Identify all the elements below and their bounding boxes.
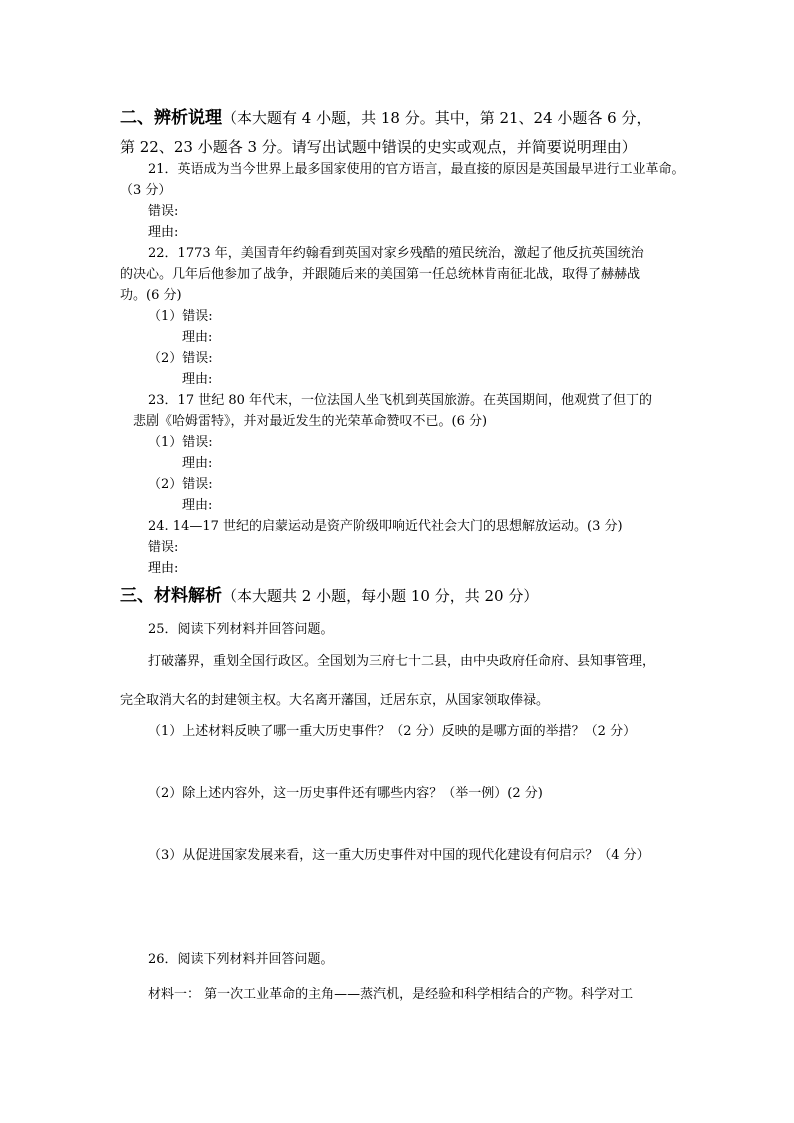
q23-error2: （2）错误: xyxy=(148,477,213,492)
q25-sub1: （1）上述材料反映了哪一重大历史事件？（2 分）反映的是哪方面的举措？（2 分） xyxy=(148,724,637,739)
q22-text-line1: 22．1773 年，美国青年约翰看到英国对家乡残酷的殖民统治，激起了他反抗英国统治 xyxy=(148,246,644,261)
q23-error1: （1）错误: xyxy=(148,435,213,450)
section2-title-line xyxy=(120,108,652,128)
q25-sub3: （3）从促进国家发展来看，这一重大历史事件对中国的现代化建设有何启示？（4 分） xyxy=(148,848,650,863)
q21-reason-label: 理由: xyxy=(148,225,179,240)
section3-heading: 三、材料解析 xyxy=(120,586,222,606)
q23-text-line2: 悲剧《哈姆雷特》，并对最近发生的光荣革命赞叹不已。(6 分) xyxy=(133,414,488,429)
q24-reason-label: 理由: xyxy=(148,561,179,576)
q26-material-line1: 材料一： 第一次工业革命的主角——蒸汽机，是经验和科学相结合的产物。科学对工 xyxy=(148,987,634,1002)
q22-text-line3: 功。(6 分) xyxy=(120,288,182,303)
q22-reason2: 理由: xyxy=(182,372,213,387)
section3-title-line xyxy=(120,586,538,606)
q24-error-label: 错误: xyxy=(148,540,179,555)
section2-note-line2: 第 22、23 小题各 3 分。请写出试题中错误的史实或观点，并简要说明理由） xyxy=(120,138,637,156)
q23-reason2: 理由: xyxy=(182,498,213,513)
q25-intro: 25．阅读下列材料并回答问题。 xyxy=(148,622,334,637)
q22-text-line2: 的决心。几年后他参加了战争，并跟随后来的美国第一任总统林肯南征北战，取得了赫赫战 xyxy=(120,267,641,282)
section2-note-line1: （本大题有 4 小题，共 18 分。其中，第 21、24 小题各 6 分， xyxy=(222,109,652,127)
section3-note: （本大题共 2 小题，每小题 10 分，共 20 分） xyxy=(222,587,539,605)
q22-error2: （2）错误: xyxy=(148,351,213,366)
q22-error1: （1）错误: xyxy=(148,309,213,324)
q24-text-line1: 24. 14—17 世纪的启蒙运动是资产阶级叩响近代社会大门的思想解放运动。(3 分) xyxy=(148,519,623,534)
q25-sub2: （2）除上述内容外，这一历史事件还有哪些内容？（举一例）(2 分) xyxy=(148,786,543,801)
q21-error-label: 错误: xyxy=(148,204,179,219)
q23-reason1: 理由: xyxy=(182,456,213,471)
q21-text-line1: 21．英语成为当今世界上最多国家使用的官方语言，最直接的原因是英国最早进行工业革命。 xyxy=(148,162,685,177)
q22-reason1: 理由: xyxy=(182,330,213,345)
q23-text-line1: 23．17 世纪 80 年代末，一位法国人坐飞机到英国旅游。在英国期间，他观赏了但丁的 xyxy=(148,393,653,408)
q21-text-line2: （3 分） xyxy=(120,183,172,198)
q25-material-line2: 完全取消大名的封建领主权。大名离开藩国，迁居东京，从国家领取俸禄。 xyxy=(120,693,550,708)
q25-material-line1: 打破藩界，重划全国行政区。全国划为三府七十二县，由中央政府任命府、县知事管理， xyxy=(148,654,656,669)
q26-intro: 26．阅读下列材料并回答问题。 xyxy=(148,952,334,967)
section2-heading: 二、辨析说理 xyxy=(120,108,222,128)
